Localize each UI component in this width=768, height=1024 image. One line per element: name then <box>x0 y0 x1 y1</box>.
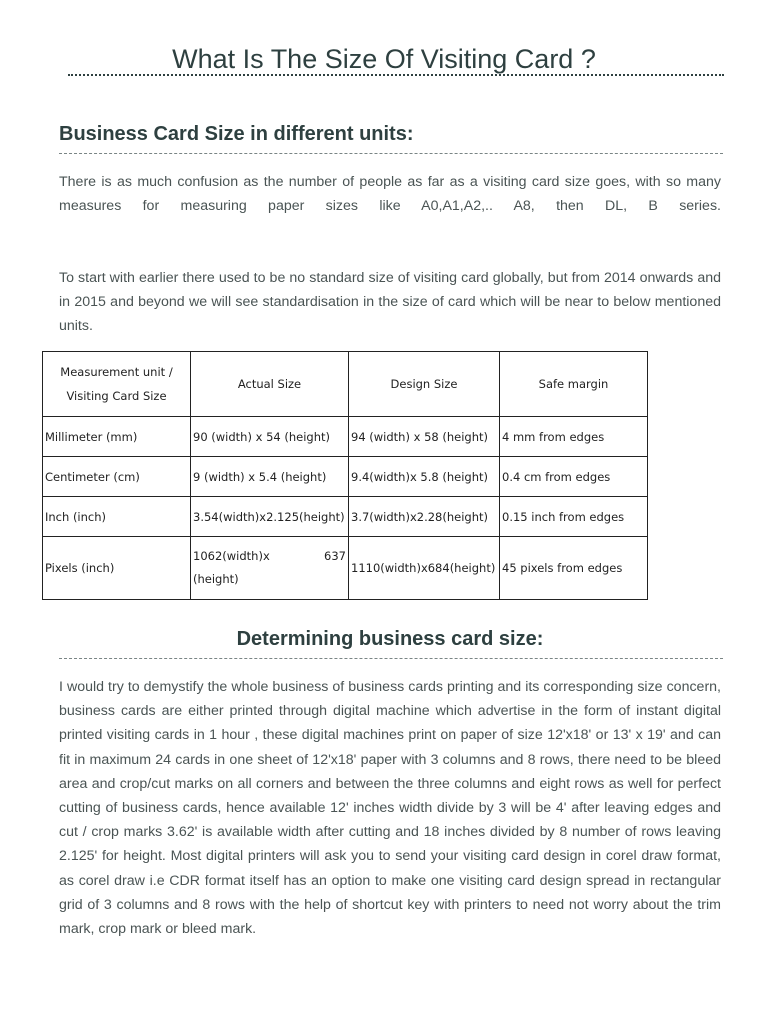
table-header-cell: Design Size <box>349 352 500 417</box>
table-cell: 1110(width)x684(height) <box>349 537 500 600</box>
table-cell: 3.54(width)x2.125(height) <box>191 497 349 537</box>
table-cell: 0.4 cm from edges <box>500 457 648 497</box>
table-cell: 45 pixels from edges <box>500 537 648 600</box>
table-cell: 4 mm from edges <box>500 417 648 457</box>
section-heading-units: Business Card Size in different units: <box>59 123 414 145</box>
pixels-height-label: (height) <box>193 572 239 586</box>
table-cell-pixels-actual <box>191 537 349 600</box>
pixels-width-text: 1062(width)x <box>193 549 270 563</box>
section-heading-determining: Determining business card size: <box>236 628 544 650</box>
section-divider <box>59 658 723 659</box>
table-header-cell: Actual Size <box>191 352 349 417</box>
table-cell: 9 (width) x 5.4 (height) <box>191 457 349 497</box>
paragraph-confusion-text: There is as much confusion as the number of people as far as a visiting card size goes, with so many measures for measuring paper sizes like A0,A1,A2,.. A8, then DL, B series. <box>59 174 721 215</box>
table-cell: Pixels (inch) <box>43 537 191 600</box>
table-row <box>43 417 648 457</box>
paragraph-confusion <box>59 170 721 218</box>
table-cell: 9.4(width)x 5.8 (height) <box>349 457 500 497</box>
table-cell: 0.15 inch from edges <box>500 497 648 537</box>
table-row <box>43 537 648 600</box>
section-divider <box>59 153 723 154</box>
table-cell: Centimeter (cm) <box>43 457 191 497</box>
table-header-cell: Safe margin <box>500 352 648 417</box>
title-dotted-rule <box>68 74 724 76</box>
table-cell: 3.7(width)x2.28(height) <box>349 497 500 537</box>
table-row <box>43 457 648 497</box>
table-cell: 90 (width) x 54 (height) <box>191 417 349 457</box>
page-title: What Is The Size Of Visiting Card ? <box>172 44 596 74</box>
table-row <box>43 497 648 537</box>
paragraph-standardisation: To start with earlier there used to be no standard size of visiting card globally, but from 2014 onwards and in 2015 and beyond we will see standardisation in the size of card which will be near to below mentioned units. <box>59 270 721 335</box>
table-header-row <box>43 352 648 417</box>
table-cell: Millimeter (mm) <box>43 417 191 457</box>
table-header-cell: Measurement unit / Visiting Card Size <box>43 352 191 417</box>
table-cell: Inch (inch) <box>43 497 191 537</box>
card-size-table <box>42 351 648 600</box>
table-cell: 94 (width) x 58 (height) <box>349 417 500 457</box>
pixels-height-value: 637 <box>324 549 346 563</box>
paragraph-demystify: I would try to demystify the whole business of business cards printing and its corresponding size concern, business cards are either printed through digital machine which advertise in the form of instant digital printed visiting cards in 1 hour , these digital machines print on paper of size 12'x18' or 13' x 19' and can fit in maximum 24 cards in one sheet of 12'x18' paper with 3 columns and 8 rows, there need to be bleed area and crop/cut marks on all corners and between the three columns and eight rows as well for perfect cutting of business cards, hence available 12' inches width divide by 3 will be 4' after leaving edges and cut / crop marks 3.62' is available width after cutting and 18 inches divided by 8 number of rows leaving 2.125' for height. Most digital printers will ask you to send your visiting card design in corel draw format, as corel draw i.e CDR format itself has an option to make one visiting card design spread in rectangular grid of 3 columns and 8 rows with the help of shortcut key with printers to need not worry about the trim mark, crop mark or bleed mark. <box>59 679 721 938</box>
